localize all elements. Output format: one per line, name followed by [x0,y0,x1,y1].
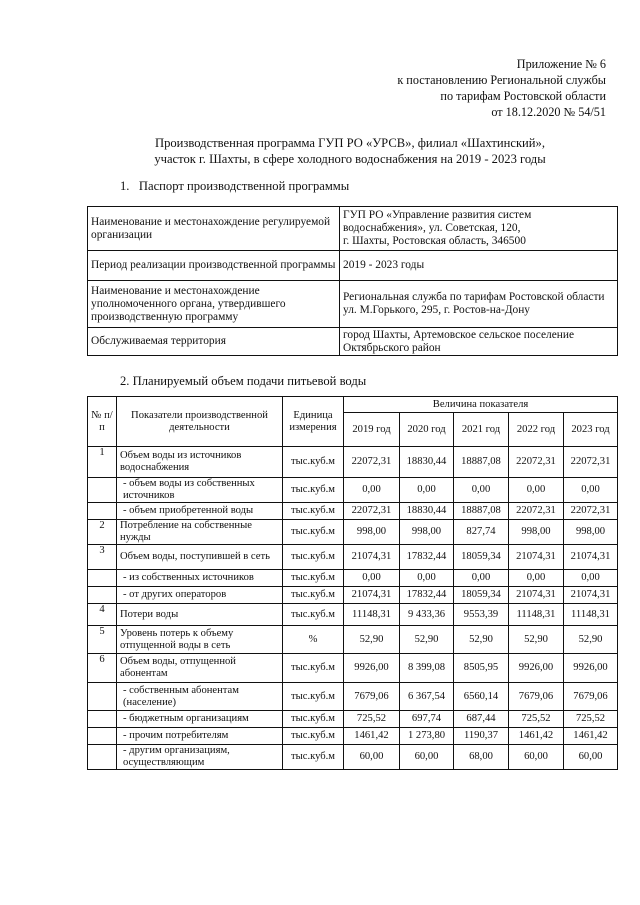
col-header-num: № п/п [88,397,117,447]
row-number: 5 [88,626,117,654]
row-value: 827,74 [454,520,509,545]
row-unit: тыс.куб.м [283,520,344,545]
table-row [88,654,618,683]
row-indicator: Объем воды, отпущенной абонентам [117,654,283,683]
row-value: 18830,44 [400,447,454,478]
table-row [88,478,618,503]
row-unit: тыс.куб.м [283,570,344,587]
row-value: 52,90 [454,626,509,654]
row-value: 1461,42 [344,728,400,745]
passport-value-line: ГУП РО «Управление развития систем водоснабжения», ул. Советская, 120, [343,209,532,234]
passport-value-line: ул. М.Горького, 295, г. Ростов-на-Дону [343,304,530,316]
row-value: 9926,00 [564,654,618,683]
row-value: 725,52 [509,711,564,728]
row-value: 21074,31 [564,545,618,570]
row-value: 21074,31 [509,545,564,570]
row-unit: тыс.куб.м [283,545,344,570]
row-value: 0,00 [400,478,454,503]
row-unit: тыс.куб.м [283,447,344,478]
row-value: 687,44 [454,711,509,728]
row-indicator: - собственным абонентам (население) [117,683,283,711]
row-value: 0,00 [344,478,400,503]
col-header-unit: Единица измерения [283,397,344,447]
passport-row [88,328,618,356]
passport-value: 2019 - 2023 годы [340,251,618,281]
table-row [88,503,618,520]
section-1-heading: 1. Паспорт производственной программы [120,179,350,193]
row-unit: тыс.куб.м [283,745,344,770]
row-value: 52,90 [564,626,618,654]
table-row [88,728,618,745]
row-number: 3 [88,545,117,570]
row-unit: тыс.куб.м [283,683,344,711]
row-value: 998,00 [400,520,454,545]
row-number [88,683,117,711]
row-number [88,503,117,520]
row-value: 1 273,80 [400,728,454,745]
col-header-indicator: Показатели производственной деятельности [117,397,283,447]
row-value: 21074,31 [344,587,400,604]
row-value: 17832,44 [400,545,454,570]
row-indicator: - прочим потребителям [117,728,283,745]
water-volume-table [87,396,618,770]
col-header-year: 2022 год [509,413,564,447]
row-number: 2 [88,520,117,545]
row-number [88,587,117,604]
row-value: 9926,00 [509,654,564,683]
row-value: 21074,31 [564,587,618,604]
passport-row [88,251,618,281]
row-value: 17832,44 [400,587,454,604]
section-2-heading: 2. Планируемый объем подачи питьевой воды [120,374,367,388]
col-header-year: 2021 год [454,413,509,447]
row-indicator: - объем воды из собственных источников [117,478,283,503]
annex-line-3: по тарифам Ростовской области [440,89,606,103]
title-line-1: Производственная программа ГУП РО «УРСВ», филиал «Шахтинский», [154,136,545,150]
annex-number: Приложение № 6 [516,57,606,71]
row-value: 998,00 [564,520,618,545]
header-row [88,397,618,413]
col-header-year: 2023 год [564,413,618,447]
annex-line-2: к постановлению Региональной службы [397,73,606,87]
row-unit: тыс.куб.м [283,503,344,520]
row-value: 18059,34 [454,587,509,604]
row-unit: тыс.куб.м [283,654,344,683]
row-number [88,711,117,728]
row-value: 697,74 [400,711,454,728]
row-value: 11148,31 [344,604,400,626]
row-value: 9553,39 [454,604,509,626]
passport-label: Наименование и местонахождение уполномоченного органа, утвердившего производственную программу [88,281,340,328]
row-value: 22072,31 [564,503,618,520]
row-value: 60,00 [400,745,454,770]
passport-value: город Шахты, Артемовское сельское поселение Октябрьского район [340,328,618,356]
row-value: 998,00 [509,520,564,545]
passport-row [88,281,618,328]
annex-header [397,56,606,120]
row-value: 998,00 [344,520,400,545]
passport-label: Период реализации производственной программы [88,251,340,281]
row-unit: тыс.куб.м [283,728,344,745]
row-value: 0,00 [454,570,509,587]
row-value: 21074,31 [509,587,564,604]
row-value: 22072,31 [564,447,618,478]
row-value: 18830,44 [400,503,454,520]
row-value: 22072,31 [509,447,564,478]
table-body [88,447,618,770]
row-value: 6560,14 [454,683,509,711]
row-indicator: Потери воды [117,604,283,626]
row-indicator: - бюджетным организациям [117,711,283,728]
row-value: 60,00 [564,745,618,770]
row-unit: тыс.куб.м [283,604,344,626]
table-row [88,520,618,545]
row-indicator: - из собственных источников [117,570,283,587]
table-row [88,570,618,587]
row-value: 52,90 [509,626,564,654]
row-indicator: Объем воды из источников водоснабжения [117,447,283,478]
row-value: 11148,31 [509,604,564,626]
row-number: 6 [88,654,117,683]
row-value: 9926,00 [344,654,400,683]
row-value: 22072,31 [344,503,400,520]
passport-row [88,207,618,251]
passport-label: Наименование и местонахождение регулируемой организации [88,207,340,251]
passport-value [340,281,618,328]
row-value: 60,00 [344,745,400,770]
row-unit: тыс.куб.м [283,711,344,728]
row-value: 0,00 [344,570,400,587]
table-row [88,745,618,770]
passport-label: Обслуживаемая территория [88,328,340,356]
passport-value-line: Региональная служба по тарифам Ростовской области [343,291,605,303]
row-value: 0,00 [509,478,564,503]
row-value: 60,00 [509,745,564,770]
row-value: 725,52 [564,711,618,728]
row-value: 7679,06 [564,683,618,711]
row-unit: тыс.куб.м [283,478,344,503]
table-row [88,587,618,604]
col-header-year: 2019 год [344,413,400,447]
row-indicator: Потребление на собственные нужды [117,520,283,545]
row-value: 22072,31 [509,503,564,520]
row-indicator: - от других операторов [117,587,283,604]
row-indicator: - другим организациям, осуществляющим [117,745,283,770]
row-value: 0,00 [400,570,454,587]
row-indicator: Уровень потерь к объему отпущенной воды в сеть [117,626,283,654]
row-value: 1190,37 [454,728,509,745]
row-value: 7679,06 [509,683,564,711]
row-value: 6 367,54 [400,683,454,711]
row-value: 0,00 [454,478,509,503]
table-row [88,626,618,654]
row-unit: тыс.куб.м [283,587,344,604]
row-number: 4 [88,604,117,626]
row-value: 22072,31 [344,447,400,478]
row-value: 68,00 [454,745,509,770]
row-value: 18887,08 [454,447,509,478]
passport-table [87,206,618,356]
row-value: 52,90 [344,626,400,654]
row-value: 52,90 [400,626,454,654]
row-unit: % [283,626,344,654]
table-row [88,683,618,711]
row-value: 21074,31 [344,545,400,570]
table-row [88,447,618,478]
row-number [88,745,117,770]
row-value: 725,52 [344,711,400,728]
table-row [88,604,618,626]
col-header-year: 2020 год [400,413,454,447]
passport-value-line: г. Шахты, Ростовская область, 346500 [343,235,526,247]
row-value: 0,00 [564,478,618,503]
row-number [88,478,117,503]
row-value: 1461,42 [509,728,564,745]
table-row [88,711,618,728]
annex-date: от 18.12.2020 № 54/51 [491,105,606,119]
table-row [88,545,618,570]
row-value: 7679,06 [344,683,400,711]
row-value: 8 399,08 [400,654,454,683]
row-value: 18059,34 [454,545,509,570]
row-value: 11148,31 [564,604,618,626]
row-value: 9 433,36 [400,604,454,626]
row-indicator: Объем воды, поступившей в сеть [117,545,283,570]
row-indicator: - объем приобретенной воды [117,503,283,520]
row-number [88,728,117,745]
row-value: 0,00 [509,570,564,587]
row-value: 8505,95 [454,654,509,683]
col-header-value-group: Величина показателя [344,397,618,413]
row-value: 18887,08 [454,503,509,520]
passport-value [340,207,618,251]
document-title [60,135,640,167]
row-number [88,570,117,587]
row-number: 1 [88,447,117,478]
row-value: 1461,42 [564,728,618,745]
title-line-2: участок г. Шахты, в сфере холодного водоснабжения на 2019 - 2023 годы [154,152,546,166]
row-value: 0,00 [564,570,618,587]
